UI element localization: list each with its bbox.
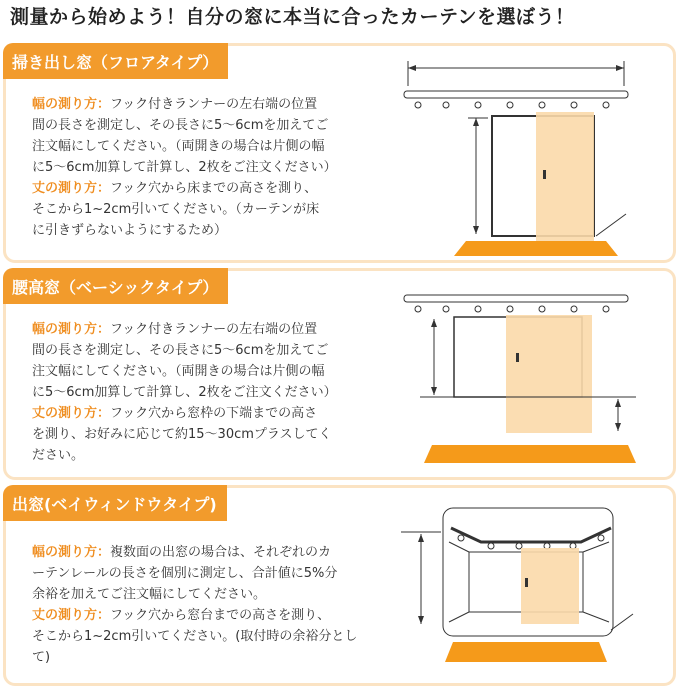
- section-floor-window: [3, 43, 676, 263]
- height-line: に引きずらないようにするため）: [32, 223, 228, 238]
- section-heading: 腰高窓（ベーシックタイプ）: [3, 268, 228, 304]
- bay-window-illustration: [401, 502, 646, 672]
- width-label: 幅の測り方：: [32, 545, 111, 560]
- section-heading: 掃き出し窓（フロアタイプ）: [3, 43, 228, 79]
- width-line: 注文幅にしてください。（両開きの場合は片側の幅: [32, 139, 325, 154]
- height-label: 丈の測り方：: [32, 406, 111, 421]
- width-line: 間の長さを測定し、その長さに5～6cmを加えてご: [32, 118, 329, 133]
- height-label: 丈の測り方：: [32, 181, 111, 196]
- width-line: に5～6cm加算して計算し、2枚をご注文ください）: [32, 385, 337, 400]
- section-text: [32, 542, 357, 668]
- section-bay-window: [3, 485, 676, 686]
- section-text: [32, 94, 337, 241]
- width-line: 注文幅にしてください。（両開きの場合は片側の幅: [32, 364, 325, 379]
- section-text: [32, 319, 337, 466]
- floor-window-illustration: [396, 56, 646, 261]
- page-title: 測量から始めよう！自分の窓に本当に合ったカーテンを選ぼう！: [10, 6, 575, 28]
- height-line: て): [32, 650, 51, 665]
- width-label: 幅の測り方：: [32, 97, 111, 112]
- height-line: そこから1~2cm引いてください。（カーテンが床: [32, 202, 320, 217]
- height-label: 丈の測り方：: [32, 608, 111, 623]
- height-line: フック穴から床までの高さを測り、: [110, 181, 318, 196]
- height-line: を測り、お好みに応じて約15～30cmプラスしてく: [32, 427, 332, 442]
- width-line: に5～6cm加算して計算し、2枚をご注文ください）: [32, 160, 337, 175]
- width-line: フック付きランナーの左右端の位置: [110, 322, 318, 337]
- width-label: 幅の測り方：: [32, 322, 111, 337]
- height-line: フック穴から窓枠の下端までの高さ: [110, 406, 318, 421]
- height-line: ださい。: [32, 448, 85, 463]
- section-waist-window: [3, 268, 676, 480]
- section-heading: 出窓(ベイウィンドウタイプ): [3, 485, 227, 521]
- width-line: 余裕を加えてご注文幅にしてください。: [32, 587, 267, 602]
- width-line: フック付きランナーの左右端の位置: [110, 97, 318, 112]
- width-line: ーテンレールの長さを個別に測定し、合計値に5%分: [32, 566, 338, 581]
- waist-window-illustration: [396, 285, 646, 470]
- height-line: そこから1~2cm引いてください。(取付時の余裕分とし: [32, 629, 358, 644]
- width-line: 複数面の出窓の場合は、それぞれのカ: [110, 545, 332, 560]
- width-line: 間の長さを測定し、その長さに5～6cmを加えてご: [32, 343, 329, 358]
- height-line: フック穴から窓台までの高さを測り、: [110, 608, 331, 623]
